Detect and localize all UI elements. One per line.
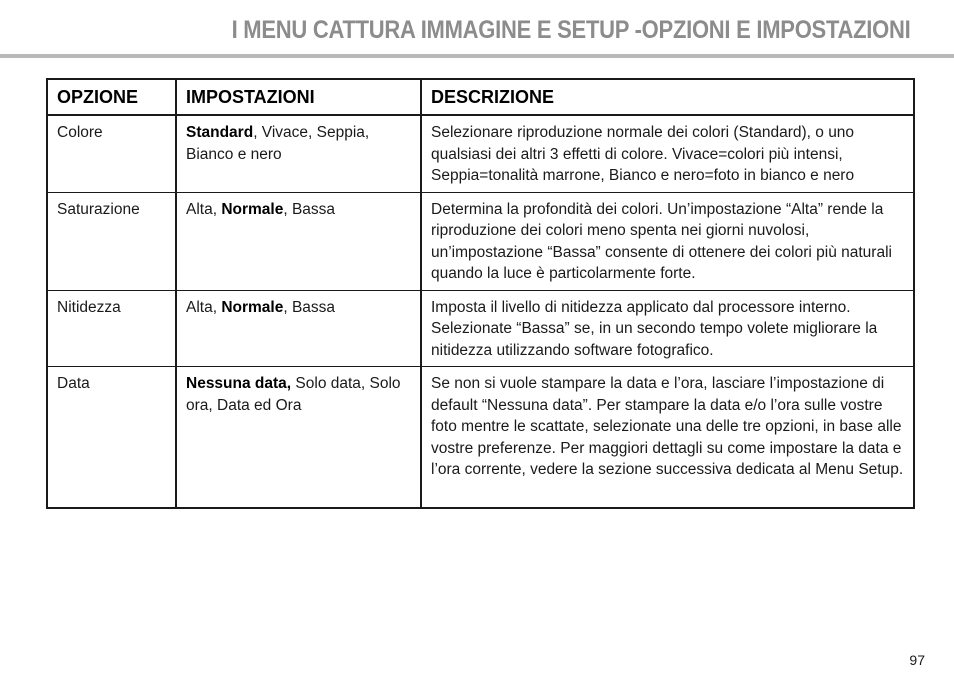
option-cell: Data	[47, 367, 176, 509]
settings-cell	[176, 115, 421, 192]
description-cell: Determina la profondità dei colori. Un’impostazione “Alta” rende la riproduzione dei colori meno spenta nei giorni nuvolosi, un’impostazione “Bassa” consente di ottenere dei colori più naturali quando la luce è particolarmente forte.	[421, 192, 914, 290]
page-number: 97	[909, 652, 925, 668]
default-setting: Normale	[221, 200, 284, 218]
description-cell: Selezionare riproduzione normale dei colori (Standard), o uno qualsiasi dei altri 3 effetti di colore. Vivace=colori più intensi, Seppia=tonalità marrone, Bianco e nero=foto in bianco e nero	[421, 115, 914, 192]
settings-cell	[176, 290, 421, 367]
other-settings: Solo data, Solo ora, Data ed Ora	[186, 375, 401, 414]
other-settings: , Bassa	[283, 200, 336, 218]
column-header-settings: IMPOSTAZIONI	[176, 79, 421, 115]
description-cell: Imposta il livello di nitidezza applicato dal processore interno. Selezionate “Bassa” se, in un secondo tempo volete migliorare la nitidezza utilizzando software fotografico.	[421, 290, 914, 367]
option-cell: Colore	[47, 115, 176, 192]
page-title: I MENU CATTURA IMMAGINE E SETUP -OPZIONI E IMPOSTAZIONI	[231, 16, 910, 44]
option-cell: Saturazione	[47, 192, 176, 290]
settings-prefix: Alta,	[186, 200, 222, 218]
table-row	[47, 192, 914, 290]
option-cell: Nitidezza	[47, 290, 176, 367]
page-header	[0, 0, 954, 58]
description-cell: Se non si vuole stampare la data e l’ora, lasciare l’impostazione di default “Nessuna data”. Per stampare la data e/o l’ora sulle vostre foto mentre le scattate, selezionate una delle tre opzioni, in base alle vostre preferenze. Per maggiori dettagli su come impostare la data e l’ora corrente, vedere la sezione successiva dedicata al Menu Setup.	[421, 367, 914, 509]
settings-prefix: Alta,	[186, 298, 222, 316]
column-header-option: OPZIONE	[47, 79, 176, 115]
table-header-row	[47, 79, 914, 115]
table-row	[47, 115, 914, 192]
default-setting: Standard	[186, 124, 254, 141]
settings-table	[46, 78, 915, 509]
settings-cell	[176, 192, 421, 290]
default-setting: Normale	[221, 298, 284, 316]
other-settings: , Vivace, Seppia, Bianco e nero	[186, 124, 370, 163]
default-setting: Nessuna data,	[186, 375, 292, 392]
column-header-description: DESCRIZIONE	[421, 79, 914, 115]
table-row	[47, 367, 914, 509]
settings-cell	[176, 367, 421, 509]
table-row	[47, 290, 914, 367]
other-settings: , Bassa	[283, 298, 336, 316]
